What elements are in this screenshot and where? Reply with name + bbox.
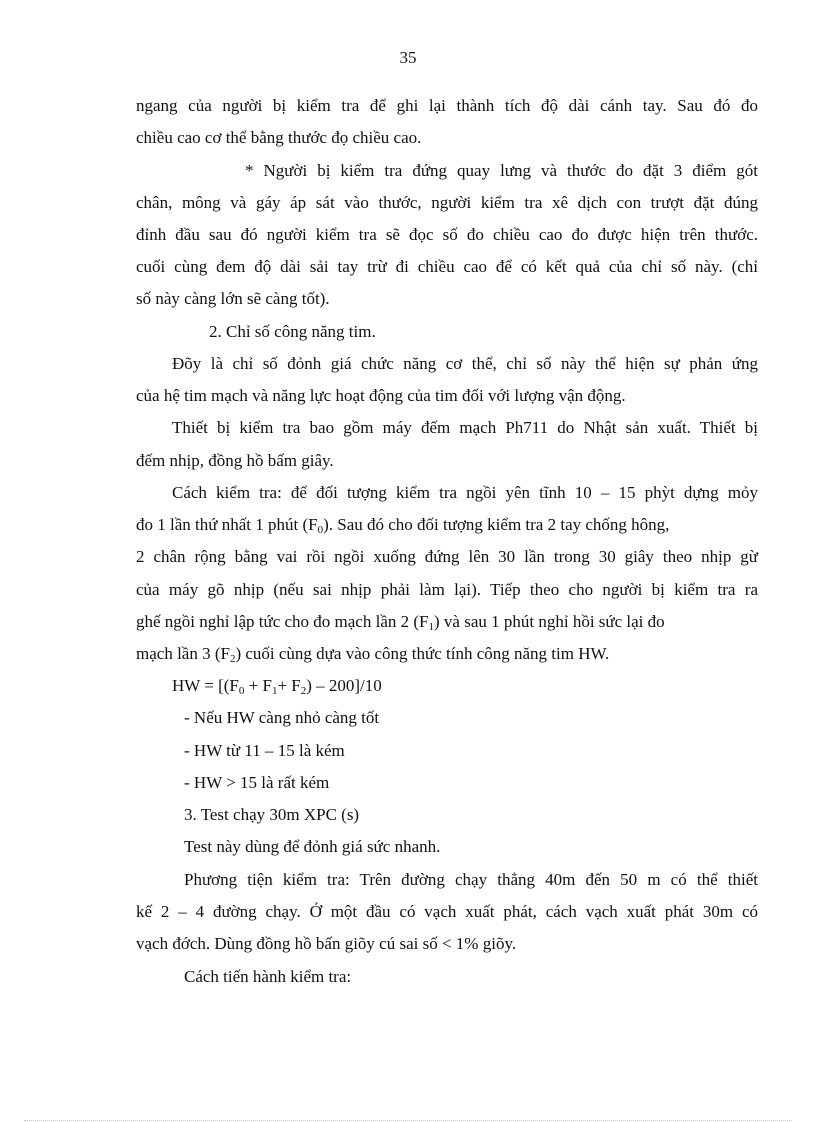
bullet-item: - Nếu HW càng nhỏ càng tốt bbox=[184, 708, 380, 727]
text-line: * Người bị kiểm tra đứng quay lưng và thước đo đặt 3 điểm gót bbox=[245, 161, 758, 180]
text-line: Đõy là chỉ số đỏnh giá chức năng cơ thể, chỉ số này thể hiện sự phản ứng bbox=[172, 354, 758, 373]
text-line: ngang của người bị kiểm tra để ghi lại thành tích độ dài cánh tay. Sau đó đo bbox=[136, 96, 758, 115]
text-line: chân, mông và gáy áp sát vào thước, người kiểm tra xê dịch con trượt đặt đúng bbox=[136, 193, 758, 212]
text-line: vạch đớch. Dùng đồng hồ bấn giõy cú sai số < 1% giõy. bbox=[136, 934, 517, 953]
text-line: ghế ngồi nghỉ lập tức cho đo mạch lần 2 $(F_1)$ và sau 1 phút nghỉ hồi sức lại đo bbox=[136, 612, 665, 633]
text-line: Phương tiện kiểm tra: Trên đường chạy thẳng 40m đến 50 m có thể thiết bbox=[184, 870, 758, 889]
page-bottom-divider bbox=[24, 1120, 792, 1121]
text-line: của máy gõ nhịp (nếu sai nhịp phải làm lại). Tiếp theo cho người bị kiểm tra ra bbox=[136, 580, 758, 599]
text-line: đếm nhịp, đồng hồ bấm giây. bbox=[136, 451, 334, 470]
text-line: số này càng lớn sẽ càng tốt). bbox=[136, 289, 330, 308]
text-line: cuối cùng đem độ dài sải tay trừ đi chiều cao để có kết quả của chỉ số này. (chỉ bbox=[136, 257, 758, 276]
text-line: Cách tiến hành kiểm tra: bbox=[184, 967, 352, 986]
text-line: đỉnh đầu sau đó người kiểm tra sẽ đọc số đo chiều cao đo được hiện trên thước. bbox=[136, 225, 758, 244]
section-heading: 2. Chỉ số công năng tim. bbox=[209, 322, 376, 341]
text-line: Test này dùng để đỏnh giá sức nhanh. bbox=[184, 837, 441, 856]
page-number: 35 bbox=[399, 48, 417, 67]
text-line: kế 2 – 4 đường chạy. Ở một đầu có vạch xuất phát, cách vạch xuất phát 30m có bbox=[136, 902, 758, 921]
text-line: đo 1 lần thứ nhất 1 phút $(F_0)$. Sau đó cho đối tượng kiểm tra 2 tay chống hông, bbox=[136, 515, 670, 536]
text-line: Cách kiểm tra: để đối tượng kiểm tra ngồi yên tĩnh 10 – 15 phỳt dựng mỏy bbox=[172, 483, 758, 502]
text-line: Thiết bị kiểm tra bao gồm máy đếm mạch Ph711 do Nhật sản xuất. Thiết bị bbox=[172, 418, 758, 437]
text-line: mạch lần 3 $(F_2)$ cuối cùng dựa vào công thức tính công năng tim HW. bbox=[136, 644, 610, 665]
bullet-item: - HW > 15 là rất kém bbox=[184, 773, 330, 792]
section-heading: 3. Test chạy 30m XPC (s) bbox=[184, 805, 360, 824]
bullet-item: - HW từ 11 – 15 là kém bbox=[184, 741, 345, 760]
formula: HW = $[(F_0 + F_1+ F_2) - 200]/10$ bbox=[172, 676, 382, 697]
text-line: chiều cao cơ thể bằng thước đọ chiều cao. bbox=[136, 128, 422, 147]
text-line: 2 chân rộng bằng vai rồi ngồi xuống đứng lên 30 lần trong 30 giây theo nhịp gừ bbox=[136, 547, 758, 566]
text-line: của hệ tim mạch và năng lực hoạt động của tim đối với lượng vận động. bbox=[136, 386, 626, 405]
